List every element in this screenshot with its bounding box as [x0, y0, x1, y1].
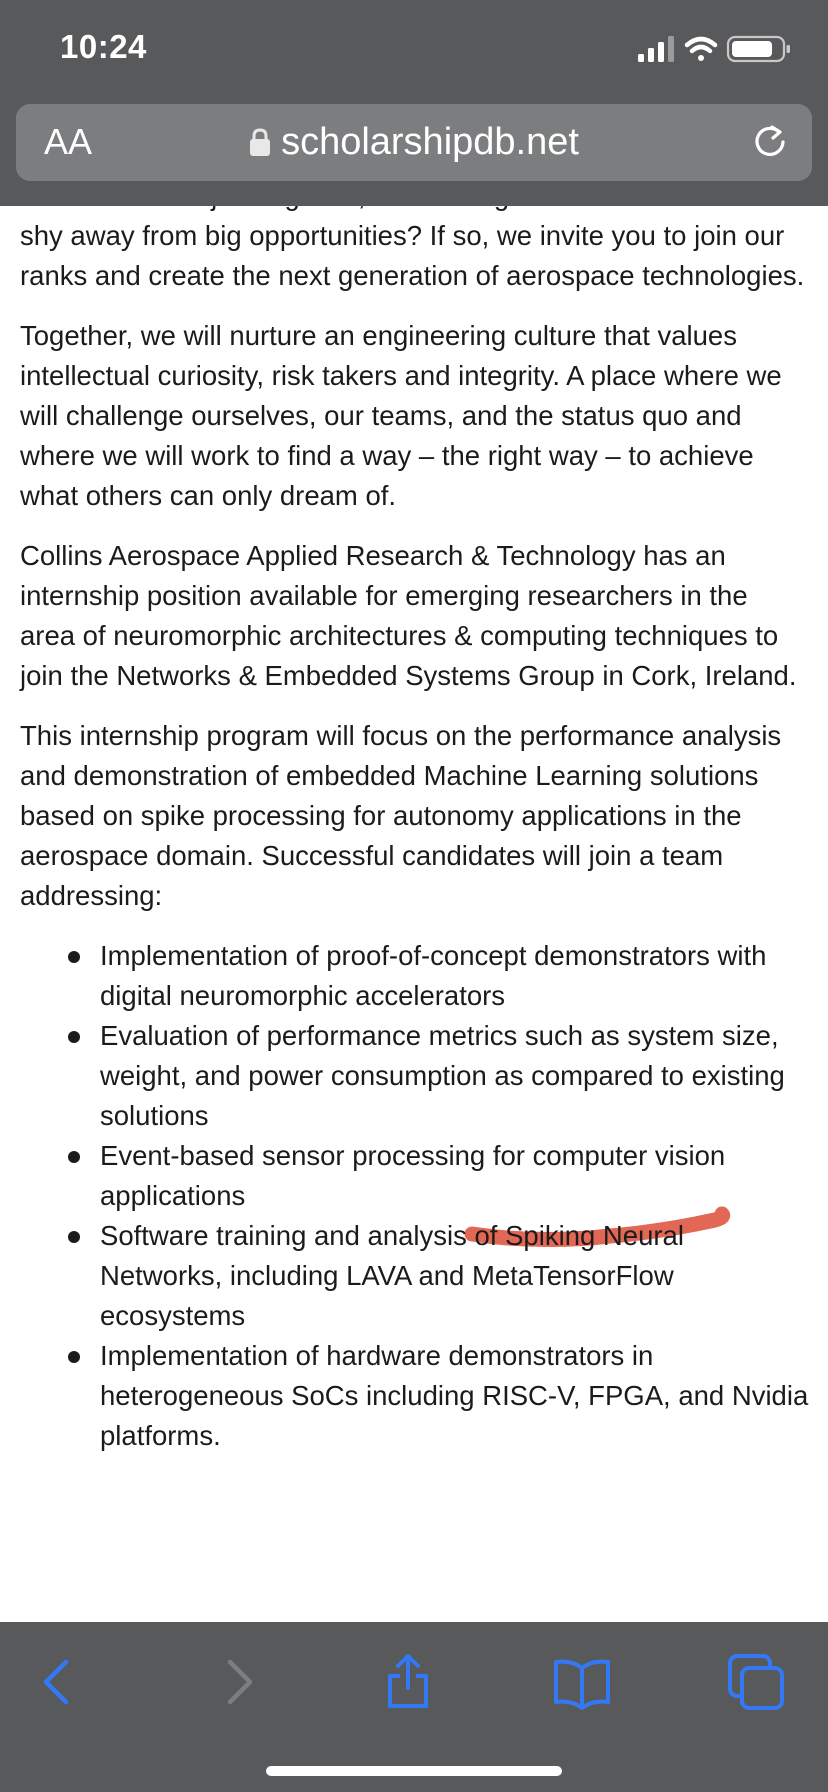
article-paragraph: Together, we will nurture an engineering culture that values intellectual curiosity, risk takers and integrity. A place where we will challenge ourselves, our teams, and the status quo and where we will work to find a way – the right way – to achieve what others can only dream of. — [20, 320, 782, 511]
home-indicator[interactable] — [266, 1766, 562, 1776]
list-item: Software training and analysis of Spiking Neural Networks, including LAVA and MetaTensorFlow ecosystems — [100, 1216, 810, 1336]
article-body — [20, 190, 810, 1456]
list-item: Evaluation of performance metrics such as system size, weight, and power consumption as compared to existing solutions — [100, 1016, 810, 1136]
browser-top-chrome — [0, 0, 828, 206]
reload-icon[interactable] — [750, 122, 790, 162]
url-display[interactable] — [16, 120, 812, 164]
article-paragraph: This internship program will focus on the performance analysis and demonstration of embedded Machine Learning solutions based on spike processing for autonomy applications in the aerospace domain. Successful candidates will join a team addressing: — [20, 720, 782, 911]
url-text: scholarshipdb.net — [281, 121, 579, 163]
list-item: Event-based sensor processing for computer vision applications — [100, 1136, 810, 1216]
back-icon[interactable] — [30, 1652, 90, 1712]
status-time: 10:24 — [60, 28, 147, 65]
bookmarks-icon[interactable] — [552, 1652, 612, 1712]
text-size-label: AA — [44, 121, 93, 162]
address-bar[interactable] — [16, 104, 812, 181]
share-icon[interactable] — [378, 1652, 438, 1712]
page-content[interactable] — [0, 190, 828, 1622]
battery-icon — [728, 37, 790, 61]
article-paragraph: shy away from big opportunities? If so, we invite you to join our ranks and create the next generation of aerospace technologies. — [20, 220, 805, 291]
article-paragraph: Collins Aerospace Applied Research & Technology has an internship position available for emerging researchers in the area of neuromorphic architectures & computing techniques to join the Networks & Embedded Systems Group in Cork, Ireland. — [20, 540, 797, 691]
tabs-icon[interactable] — [726, 1652, 786, 1712]
lock-icon — [249, 127, 271, 157]
status-bar-icons — [638, 34, 798, 64]
forward-icon[interactable] — [206, 1652, 266, 1712]
list-item: Implementation of proof-of-concept demonstrators with digital neuromorphic accelerators — [100, 936, 810, 1016]
cellular-signal-icon — [638, 36, 674, 62]
responsibilities-list — [20, 936, 810, 1456]
wifi-icon — [687, 39, 715, 61]
list-item: Implementation of hardware demonstrators in heterogeneous SoCs including RISC-V, FPGA, and Nvidia platforms. — [100, 1336, 810, 1456]
browser-bottom-toolbar — [0, 1622, 828, 1792]
